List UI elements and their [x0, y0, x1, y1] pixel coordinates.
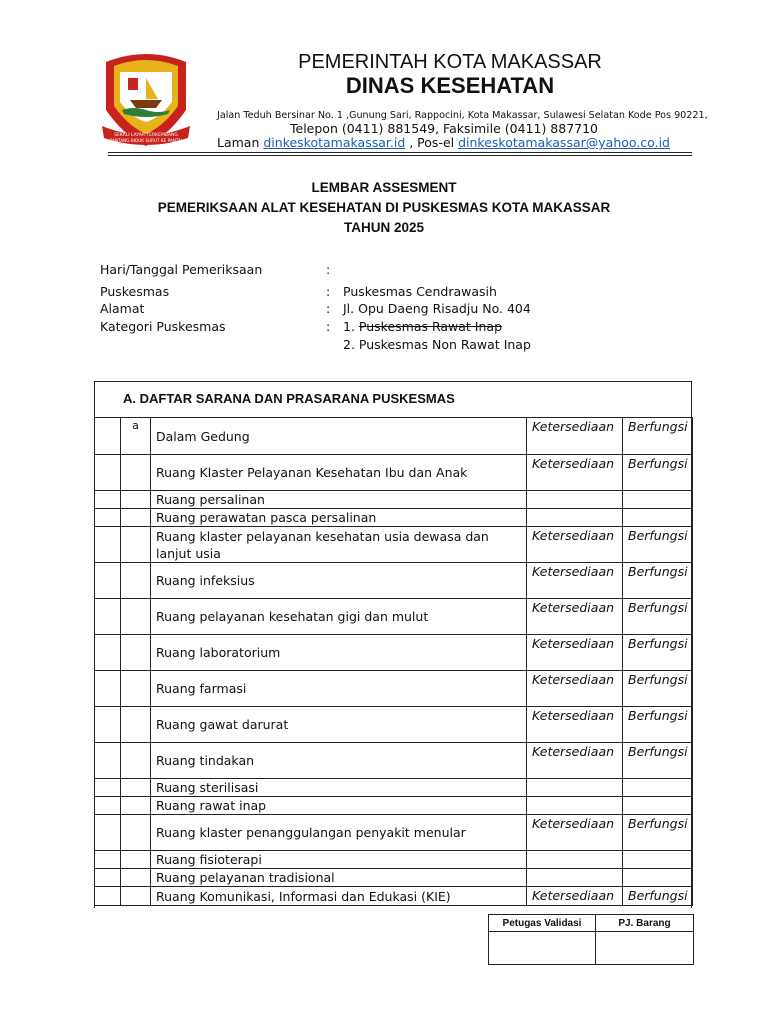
- kop-phone: Telepon (0411) 881549, Faksimile (0411) 887710: [290, 121, 599, 136]
- info-label-puskesmas: Puskesmas: [100, 284, 170, 299]
- berfungsi-cell[interactable]: Berfungsi: [623, 815, 693, 851]
- facility-name: Ruang pelayanan kesehatan gigi dan mulut: [151, 599, 527, 635]
- petugas-validasi-signature-box[interactable]: [489, 932, 596, 965]
- kategori-option-1-text: Puskesmas Rawat Inap: [358, 319, 503, 334]
- ketersediaan-cell[interactable]: [527, 509, 623, 527]
- kop-contacts: [217, 135, 670, 150]
- kop-rule-top: [108, 152, 692, 153]
- section-title: A. DAFTAR SARANA DAN PRASARANA PUSKESMAS: [123, 391, 455, 406]
- ketersediaan-cell[interactable]: [527, 851, 623, 869]
- table-header-row: [95, 418, 693, 455]
- berfungsi-cell[interactable]: [623, 851, 693, 869]
- ketersediaan-cell[interactable]: Ketersediaan: [527, 707, 623, 743]
- table-row: [95, 527, 693, 563]
- table-row: [95, 797, 693, 815]
- table-row: [95, 599, 693, 635]
- facility-name: Ruang farmasi: [151, 671, 527, 707]
- facility-table: [94, 417, 693, 906]
- berfungsi-cell[interactable]: [623, 779, 693, 797]
- facility-name: Ruang fisioterapi: [151, 851, 527, 869]
- kategori-option-2: 2. Puskesmas Non Rawat Inap: [343, 337, 531, 352]
- emblem-ribbon-line2: PANTANG BIDUK SURUT KE PANTAI: [109, 138, 183, 143]
- info-value-alamat: Jl. Opu Daeng Risadju No. 404: [343, 301, 531, 316]
- kop-dinas: DINAS KESEHATAN: [345, 73, 555, 98]
- petugas-validasi-header: Petugas Validasi: [489, 915, 596, 932]
- info-value-puskesmas: Puskesmas Cendrawasih: [343, 284, 497, 299]
- facility-name: Ruang laboratorium: [151, 635, 527, 671]
- ketersediaan-cell[interactable]: [527, 797, 623, 815]
- ketersediaan-cell[interactable]: Ketersediaan: [527, 563, 623, 599]
- facility-name: Ruang klaster penanggulangan penyakit menular: [151, 815, 527, 851]
- facility-name: Ruang rawat inap: [151, 797, 527, 815]
- table-row: [95, 851, 693, 869]
- berfungsi-cell[interactable]: [623, 509, 693, 527]
- info-label-alamat: Alamat: [100, 301, 145, 316]
- table-row: [95, 869, 693, 887]
- table-cell-blank: [95, 418, 121, 455]
- ketersediaan-cell[interactable]: Ketersediaan: [527, 635, 623, 671]
- kop-rule-bottom: [108, 155, 692, 156]
- table-row: [95, 635, 693, 671]
- facility-name: Ruang tindakan: [151, 743, 527, 779]
- email-prefix: , Pos-el: [405, 135, 459, 150]
- berfungsi-cell[interactable]: Berfungsi: [623, 887, 693, 906]
- emblem-ribbon-line1: SEKALI LAYAR TERKEMBANG: [114, 133, 178, 138]
- facility-name: Ruang Klaster Pelayanan Kesehatan Ibu dan Anak: [151, 455, 527, 491]
- berfungsi-cell[interactable]: Berfungsi: [623, 671, 693, 707]
- ketersediaan-cell[interactable]: Ketersediaan: [527, 527, 623, 563]
- table-row: [95, 743, 693, 779]
- kategori-option-1: [343, 319, 502, 334]
- ketersediaan-cell[interactable]: Ketersediaan: [527, 455, 623, 491]
- ketersediaan-cell[interactable]: Ketersediaan: [527, 743, 623, 779]
- ketersediaan-cell[interactable]: Ketersediaan: [527, 887, 623, 906]
- header-index: a: [121, 418, 151, 455]
- table-row: [95, 509, 693, 527]
- website-link[interactable]: dinkeskotamakassar.id: [263, 135, 406, 150]
- kategori-option-1-num: 1.: [343, 319, 359, 334]
- facility-name: Ruang pelayanan tradisional: [151, 869, 527, 887]
- info-label-kategori: Kategori Puskesmas: [100, 319, 226, 334]
- pj-barang-signature-box[interactable]: [596, 932, 694, 965]
- berfungsi-cell[interactable]: Berfungsi: [623, 527, 693, 563]
- berfungsi-cell[interactable]: [623, 797, 693, 815]
- table-row: [95, 887, 693, 906]
- facility-name: Ruang sterilisasi: [151, 779, 527, 797]
- facility-name: Ruang perawatan pasca persalinan: [151, 509, 527, 527]
- ketersediaan-cell[interactable]: Ketersediaan: [527, 599, 623, 635]
- facility-name: Ruang infeksius: [151, 563, 527, 599]
- doc-title-3: TAHUN 2025: [343, 220, 425, 235]
- berfungsi-cell[interactable]: [623, 869, 693, 887]
- facility-name: Ruang persalinan: [151, 491, 527, 509]
- header-ketersediaan: Ketersediaan: [527, 418, 623, 455]
- table-row: [95, 455, 693, 491]
- info-sep-kategori: :: [326, 319, 331, 334]
- berfungsi-cell[interactable]: Berfungsi: [623, 599, 693, 635]
- table-row: [95, 563, 693, 599]
- kop-address: Jalan Teduh Bersinar No. 1 ,Gunung Sari, Rappocini, Kota Makassar, Sulawesi Selatan Kode Pos 90221,: [217, 110, 708, 121]
- info-sep-date: :: [326, 262, 331, 277]
- info-sep-puskesmas: :: [326, 284, 331, 299]
- info-label-date: Hari/Tanggal Pemeriksaan: [100, 262, 263, 277]
- table-row: [95, 815, 693, 851]
- validation-table: [488, 914, 694, 965]
- berfungsi-cell[interactable]: Berfungsi: [623, 455, 693, 491]
- facility-name: Ruang Komunikasi, Informasi dan Edukasi (KIE): [151, 887, 527, 906]
- info-sep-alamat: :: [326, 301, 331, 316]
- web-prefix: Laman: [217, 135, 264, 150]
- berfungsi-cell[interactable]: Berfungsi: [623, 635, 693, 671]
- kop-pemerintah: PEMERINTAH KOTA MAKASSAR: [298, 51, 602, 73]
- header-berfungsi: Berfungsi: [623, 418, 693, 455]
- facility-name: Ruang klaster pelayanan kesehatan usia dewasa dan lanjut usia: [151, 527, 527, 563]
- ketersediaan-cell[interactable]: [527, 491, 623, 509]
- ketersediaan-cell[interactable]: Ketersediaan: [527, 671, 623, 707]
- ketersediaan-cell[interactable]: Ketersediaan: [527, 815, 623, 851]
- berfungsi-cell[interactable]: Berfungsi: [623, 563, 693, 599]
- table-row: [95, 707, 693, 743]
- berfungsi-cell[interactable]: [623, 491, 693, 509]
- emblem-fort-icon: [128, 78, 138, 90]
- ketersediaan-cell[interactable]: [527, 779, 623, 797]
- table-row: [95, 779, 693, 797]
- doc-title-2: PEMERIKSAAN ALAT KESEHATAN DI PUSKESMAS KOTA MAKASSAR: [157, 200, 611, 215]
- email-link[interactable]: dinkeskotamakassar@yahoo.co.id: [458, 135, 670, 150]
- ketersediaan-cell[interactable]: [527, 869, 623, 887]
- table-row: [95, 671, 693, 707]
- table-row: [95, 491, 693, 509]
- berfungsi-cell[interactable]: Berfungsi: [623, 707, 693, 743]
- berfungsi-cell[interactable]: Berfungsi: [623, 743, 693, 779]
- pj-barang-header: PJ. Barang: [596, 915, 694, 932]
- facility-name: Ruang gawat darurat: [151, 707, 527, 743]
- header-name: Dalam Gedung: [151, 418, 527, 455]
- doc-title-1: LEMBAR ASSESMENT: [311, 180, 457, 195]
- city-emblem-logo: [98, 48, 194, 152]
